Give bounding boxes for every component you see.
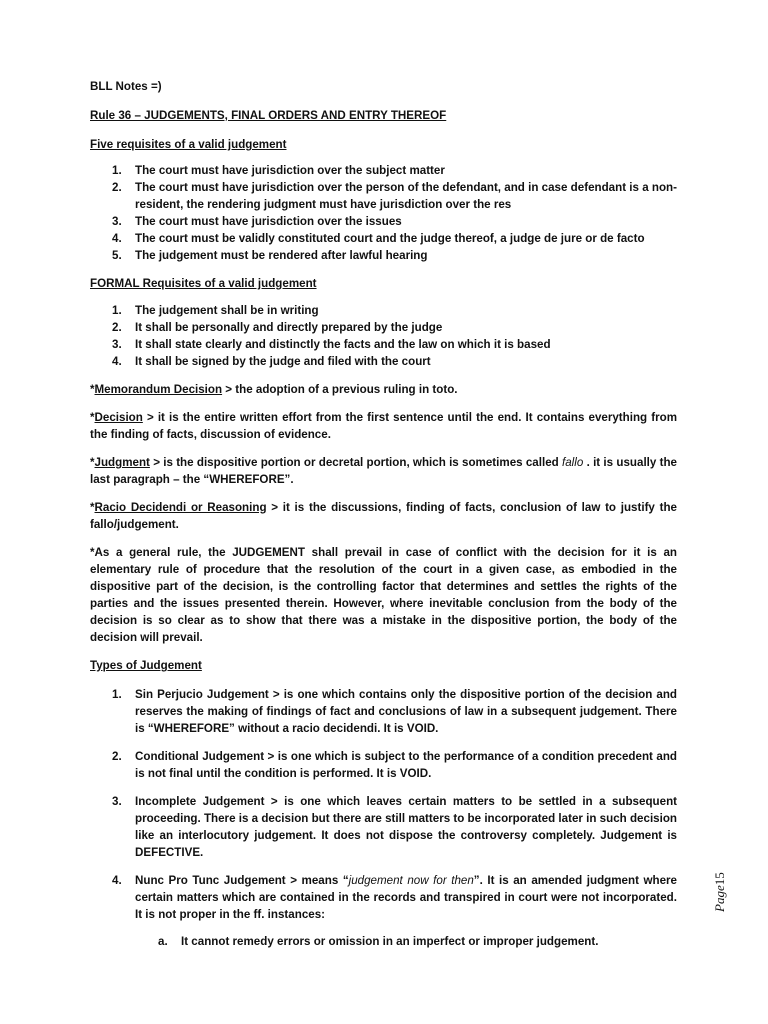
- sub-list: [90, 933, 677, 950]
- list-item: [90, 162, 677, 179]
- term-judgment: Judgment: [94, 456, 150, 469]
- type-title: Incomplete Judgement: [135, 795, 265, 808]
- type-text: > is one which contains only the dispositive portion of the decision and reserves the making of findings of fact and conclusions of law in a subsequent judgement. There is “WHEREFORE” without a racio decidendi. It is VOID.: [135, 688, 677, 735]
- formal-requisites-list: [90, 302, 677, 370]
- list-item-text: The court must have jurisdiction over the person of the defendant, and in case defendant is a non-resident, the rendering judgment must have jurisdiction over the res: [135, 181, 677, 211]
- type-title: Conditional Judgement: [135, 750, 265, 763]
- list-marker: 2.: [112, 750, 122, 763]
- asterisk: *: [90, 456, 95, 469]
- list-item: [90, 933, 677, 950]
- list-item-text: The judgement must be rendered after lawful hearing: [135, 249, 428, 262]
- list-item: [90, 686, 677, 737]
- page-number-value: 15: [712, 872, 727, 886]
- type-title: Nunc Pro Tunc Judgement: [135, 874, 286, 887]
- list-item: [90, 302, 677, 319]
- list-item: [90, 230, 677, 247]
- type-italic: judgement now for then: [348, 874, 474, 887]
- list-marker: 4.: [112, 874, 122, 887]
- type-text: > means “: [285, 874, 349, 887]
- list-marker: 5.: [112, 249, 122, 262]
- definition-judgment: [90, 454, 677, 488]
- definition-memorandum: [90, 381, 677, 398]
- list-marker: 3.: [112, 215, 122, 228]
- term-fallo: fallo: [562, 456, 584, 469]
- paragraph-text: shall prevail in case of conflict with the decision for it is an elementary rule of procedure that the resolution of the court in a given case, as embodied in the dispositive part of the decision, is the controlling factor that determines and settles the rights of the parties and the issues presented therein. However, where inevitable conclusion from the body of the decision is so clear as to show that there was a mistake in the dispositive portion, the body of the decision will prevail.: [90, 546, 677, 644]
- list-marker: 1.: [112, 164, 122, 177]
- emphasis-judgement: JUDGEMENT: [232, 546, 305, 559]
- list-item-text: The court must have jurisdiction over the issues: [135, 215, 402, 228]
- list-item-text: It shall be signed by the judge and filed with the court: [135, 355, 431, 368]
- list-item-text: It shall be personally and directly prepared by the judge: [135, 321, 443, 334]
- type-text: > is one which leaves certain matters to be settled in a subsequent proceeding. There is a decision but there are still matters to be incorporated later in such decision like an interlocutory judgement. It does not dispose the controversy completely. Judgement is DEFECTIVE.: [135, 795, 678, 859]
- header-note: BLL Notes =): [90, 80, 162, 93]
- page-number: [712, 872, 730, 912]
- types-list: [90, 686, 677, 923]
- list-marker: 2.: [112, 181, 122, 194]
- list-marker: 1.: [112, 304, 122, 317]
- list-item-text: The court must have jurisdiction over the subject matter: [135, 164, 445, 177]
- definition-text: > it is the discussions, finding of facts, conclusion of law to justify the fallo/judgement.: [90, 501, 677, 531]
- list-item-text: It cannot remedy errors or omission in an imperfect or improper judgement.: [181, 935, 599, 948]
- list-item: [90, 793, 677, 861]
- page-label: Page: [712, 885, 727, 912]
- list-marker: 3.: [112, 795, 122, 808]
- definition-racio: [90, 499, 677, 533]
- definition-text: > it is the entire written effort from the first sentence until the end. It contains everything from the finding of facts, discussion of evidence.: [90, 411, 677, 441]
- list-item: [90, 319, 677, 336]
- general-rule-paragraph: [90, 544, 677, 646]
- list-marker: 3.: [112, 338, 122, 351]
- list-marker: 4.: [112, 355, 122, 368]
- list-item: [90, 247, 677, 264]
- list-item-text: The court must be validly constituted court and the judge thereof, a judge de jure or de facto: [135, 232, 645, 245]
- rule-title: Rule 36 – JUDGEMENTS, FINAL ORDERS AND ENTRY THEREOF: [90, 109, 447, 122]
- list-item-text: The judgement shall be in writing: [135, 304, 319, 317]
- list-marker: a.: [158, 935, 168, 948]
- definition-text: . it is usually the last paragraph – the “WHEREFORE”.: [90, 456, 677, 486]
- asterisk: *: [90, 411, 95, 424]
- section-heading-requisites: Five requisites of a valid judgement: [90, 138, 287, 151]
- section-heading-formal: FORMAL Requisites of a valid judgement: [90, 277, 317, 290]
- asterisk: *: [90, 501, 95, 514]
- type-text: ”. It is an amended judgment where certain matters which are contained in the records and transpired in court were not incorporated. It is not proper in the ff. instances:: [135, 874, 677, 921]
- requisites-list: [90, 162, 677, 264]
- document-page: [90, 78, 677, 950]
- paragraph-text: *As a general rule, the: [90, 546, 233, 559]
- asterisk: *: [90, 383, 95, 396]
- list-item: [90, 336, 677, 353]
- term-racio-decidendi: Racio Decidendi or Reasoning: [94, 501, 267, 514]
- definition-decision: [90, 409, 677, 443]
- list-marker: 4.: [112, 232, 122, 245]
- type-text: > is one which is subject to the performance of a condition precedent and is not final until the condition is performed. It is VOID.: [135, 750, 677, 780]
- definition-text: > is the dispositive portion or decretal portion, which is sometimes called: [149, 456, 563, 469]
- list-item: [90, 179, 677, 213]
- list-marker: 1.: [112, 688, 122, 701]
- list-item: [90, 748, 677, 782]
- term-decision: Decision: [94, 411, 143, 424]
- section-heading-types: Types of Judgement: [90, 659, 202, 672]
- definition-text: > the adoption of a previous ruling in toto.: [222, 383, 458, 396]
- list-marker: 2.: [112, 321, 122, 334]
- list-item: [90, 213, 677, 230]
- list-item-text: It shall state clearly and distinctly the facts and the law on which it is based: [135, 338, 551, 351]
- term-memorandum-decision: Memorandum Decision: [94, 383, 223, 396]
- type-title: Sin Perjucio Judgement: [135, 688, 269, 701]
- list-item: [90, 872, 677, 923]
- list-item: [90, 353, 677, 370]
